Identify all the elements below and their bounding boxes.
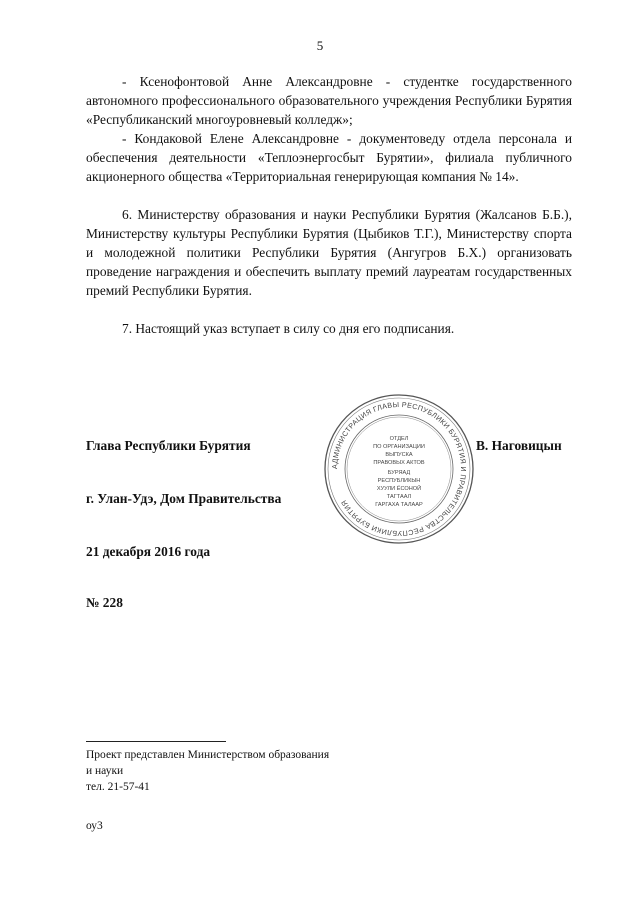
seal-center-line: БУРЯАД [387,470,411,476]
seal-center-line: ПРАВОВЫХ АКТОВ [373,460,425,466]
page-number: 5 [316,38,324,53]
footnote-divider [86,741,226,742]
signatory-position: Глава Республики Бурятия [86,438,251,453]
paragraph-ksenofontova: - Ксенофонтовой Анне Александровне - студентке государственного автономного профессионального образовательного учреждения Республики Бурятия «Республиканский многоуровневый колледж»; [86,74,572,127]
signing-date: 21 декабря 2016 года [86,544,211,559]
decree-body [86,72,572,338]
seal-center-line: ПО ОРГАНИЗАЦИИ [373,444,425,450]
official-seal [322,392,476,546]
seal-center-line: ХУУЛИ ЁСОНОЙ [376,486,422,492]
svg-text:АДМИНИСТРАЦИЯ ГЛАВЫ РЕСПУБЛИКИ [330,400,468,538]
seal-center-line: РЕСПУБЛИКЫН [377,478,421,484]
signatory-name: В. Наговицын [476,438,562,453]
seal-ring-text: АДМИНИСТРАЦИЯ ГЛАВЫ РЕСПУБЛИКИ БУРЯТИЯ И ПРАВИТЕЛЬСТВА РЕСПУБЛИКИ БУРЯТИЯ [329,399,469,539]
seal-center-line: ГАРГАХА ТАЛААР [375,502,423,508]
seal-center-line: ТАГТААЛ [386,494,412,500]
seal-center-line: ОТДЕЛ [389,436,409,442]
seal-center-line: ВЫПУСКА [385,452,413,458]
footnote-line: и науки [86,765,124,777]
footnote-phone: тел. 21-57-41 [86,781,150,793]
document-code: оу3 [86,820,103,832]
signing-place: г. Улан-Удэ, Дом Правительства [86,491,282,506]
paragraph-item-6: 6. Министерству образования и науки Республики Бурятия (Жалсанов Б.Б.), Министерству культуры Республики Бурятия (Цыбиков Т.Г.), Министерству спорта и молодежной политики Республики Бурятия (Ангугров Б.Х.) организовать проведение награждения и обеспечить выплату премий лауреатам государственных премий Республики Бурятия. [86,207,572,298]
paragraph-item-7: 7. Настоящий указ вступает в силу со дня его подписания. [122,321,455,336]
footnote [86,747,329,795]
paragraph-kondakova: - Кондаковой Елене Александровне - документоведу отдела персонала и обеспечения деятельности «Теплоэнергосбыт Бурятии», филиала публичного акционерного общества «Территориальная генерирующая компания № 14». [86,131,572,184]
footnote-line: Проект представлен Министерством образования [86,749,330,761]
decree-number: № 228 [86,595,123,610]
